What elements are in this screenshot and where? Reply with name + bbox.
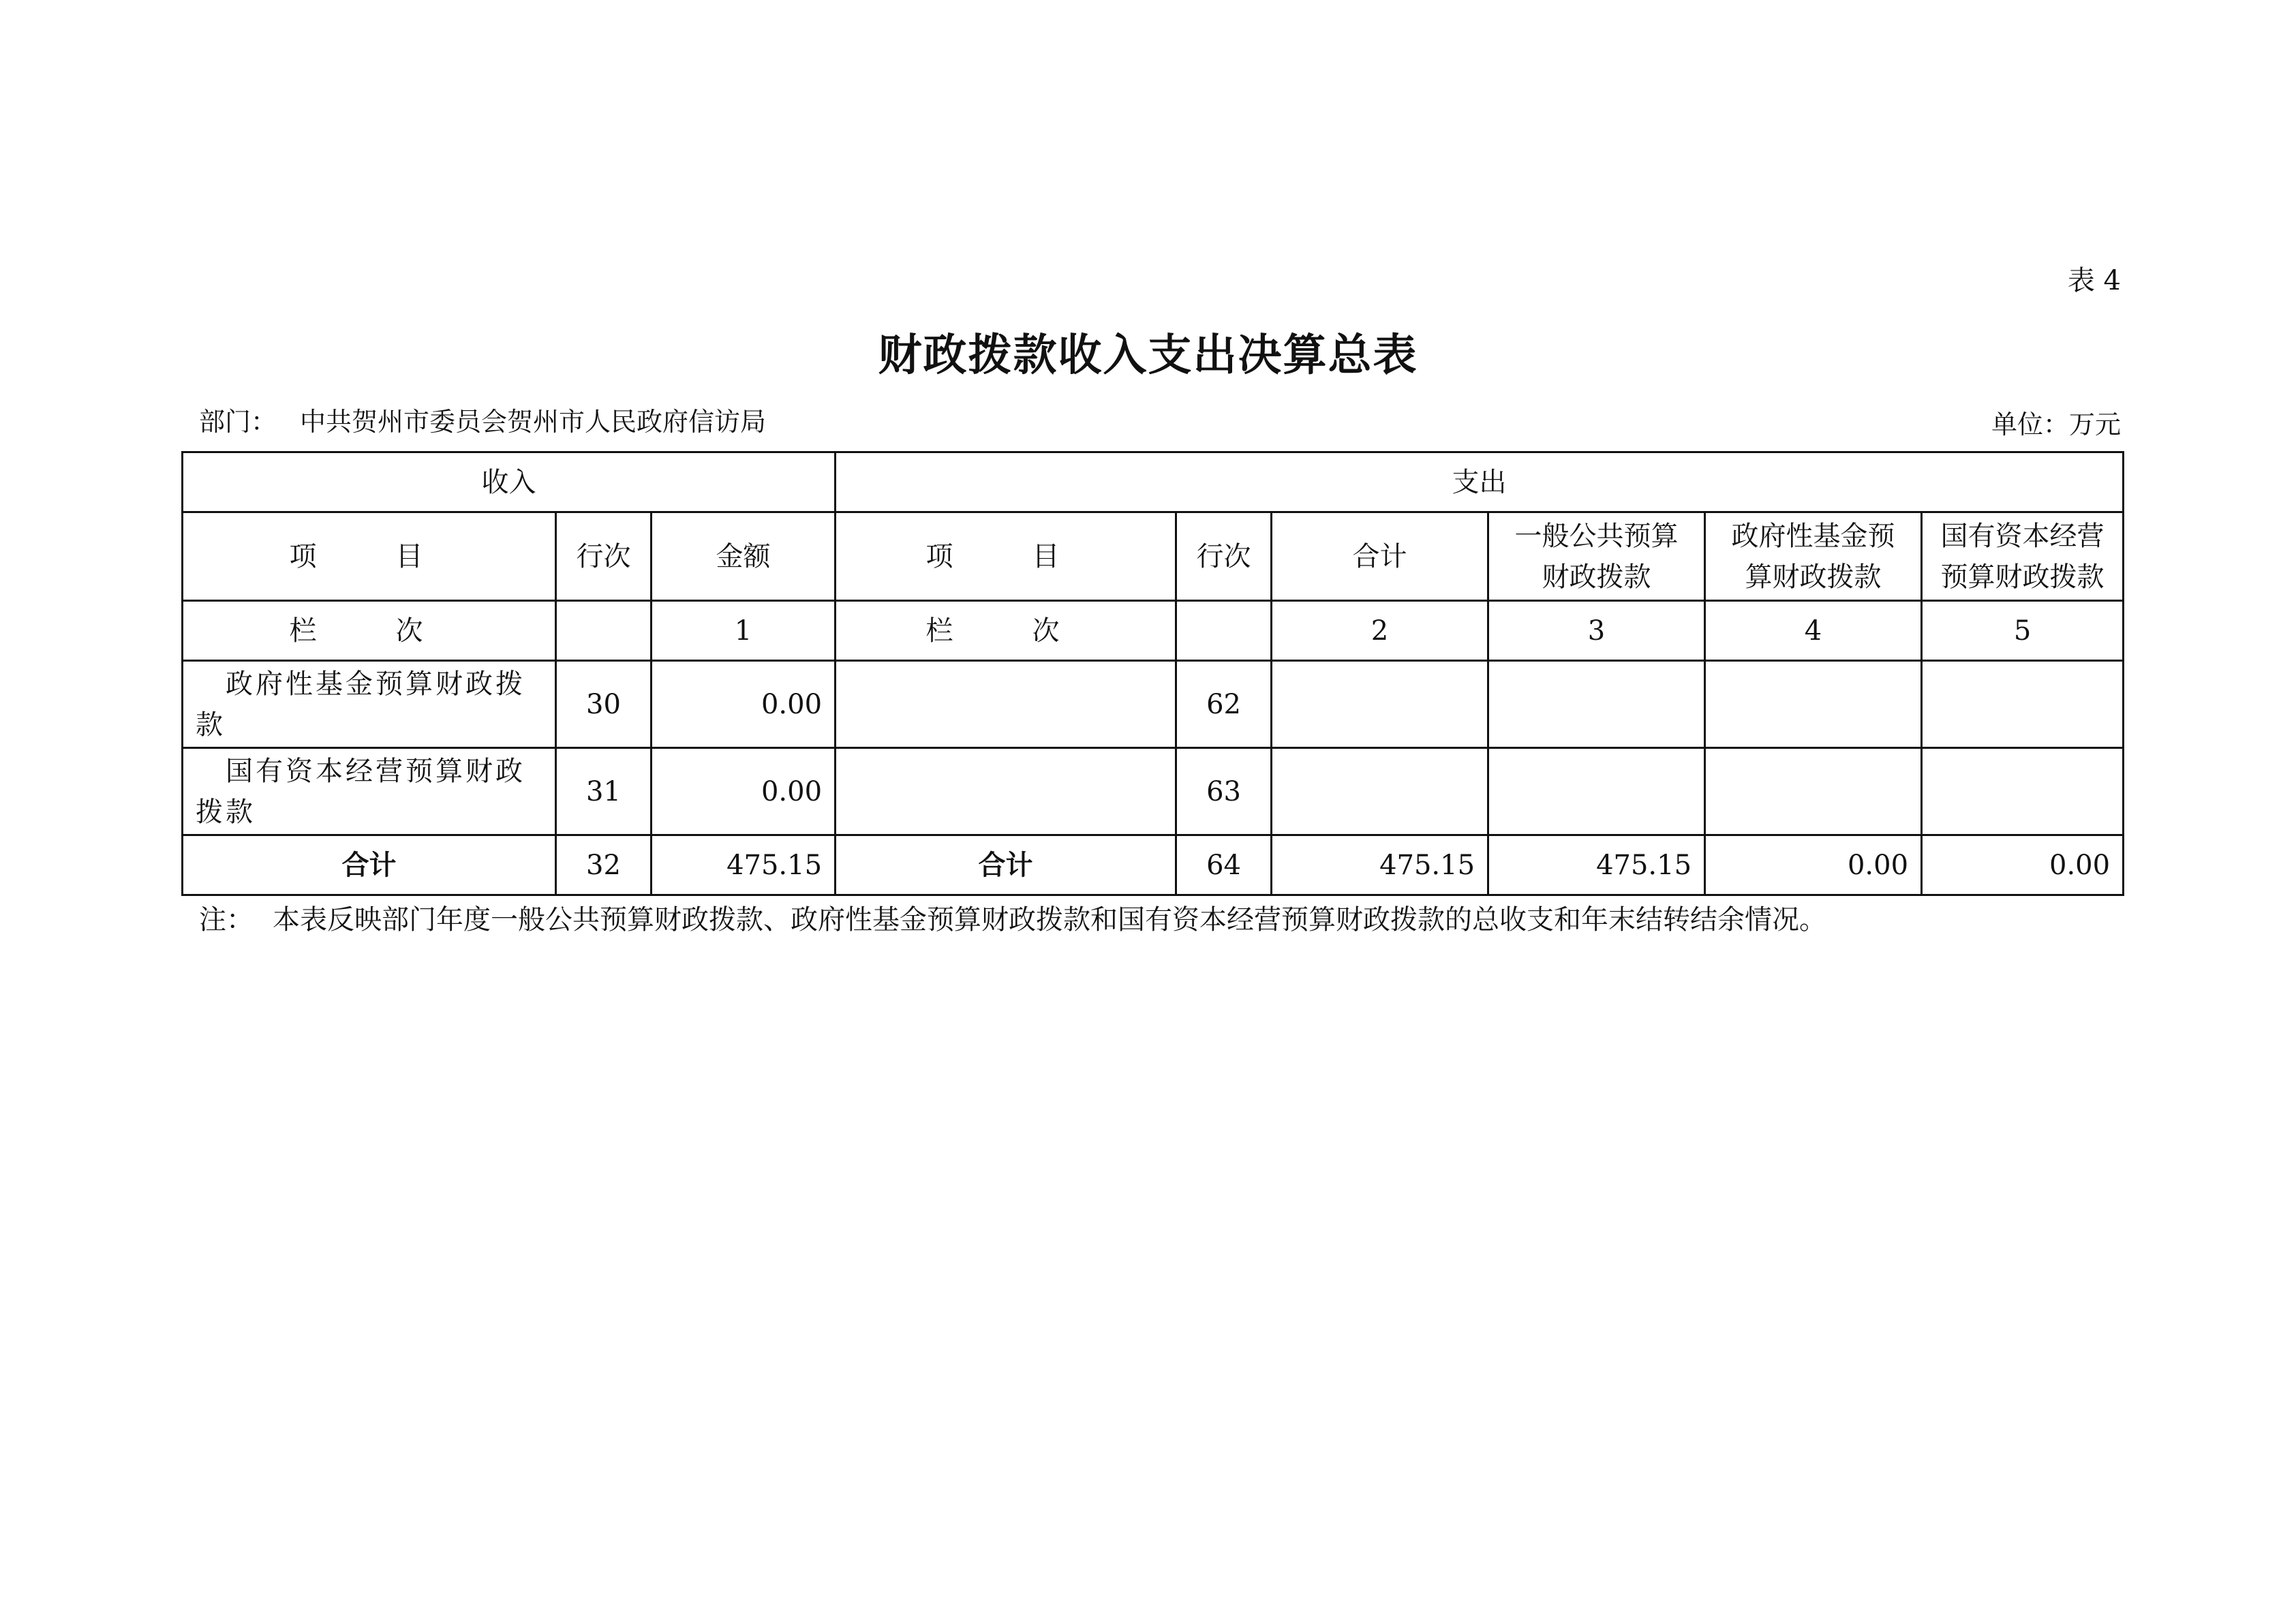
unit-label: 单位：万元 [1991,409,2121,439]
row-item [183,661,556,748]
row-expense-item [836,748,1176,835]
column-number-total: 2 [1272,601,1488,661]
column-header-row [183,512,2124,601]
row-gov-fund [1705,748,1922,835]
row-expense-number: 63 [1176,748,1272,835]
total-general-budget: 475.15 [1488,835,1705,895]
row-amount: 0.00 [652,748,836,835]
total-label: 合计 [183,835,556,895]
row-expense-item [836,661,1176,748]
department-label: 部门： [199,407,277,437]
total-state-capital: 0.00 [1922,835,2124,895]
column-number-empty [556,601,652,661]
column-number-capital: 5 [1922,601,2124,661]
income-header: 收入 [183,452,836,512]
column-number-row [183,601,2124,661]
total-header: 合计 [1272,512,1488,601]
row-general-budget [1488,661,1705,748]
total-row-number: 32 [556,835,652,895]
column-number-amount: 1 [652,601,836,661]
table-row [183,661,2124,748]
row-total [1272,661,1488,748]
row-item [183,748,556,835]
row-state-capital [1922,661,2124,748]
total-sum: 475.15 [1272,835,1488,895]
expense-row-no-header: 行次 [1176,512,1272,601]
expense-total-row-number: 64 [1176,835,1272,895]
column-number-general: 3 [1488,601,1705,661]
total-amount: 475.15 [652,835,836,895]
general-budget-header: 一般公共预算财政拨款 [1488,512,1705,601]
finance-summary-table [181,451,2124,896]
gov-fund-header: 政府性基金预算财政拨款 [1705,512,1922,601]
row-total [1272,748,1488,835]
expense-item-header [836,512,1176,601]
row-number: 31 [556,748,652,835]
row-item-text: 政府性基金预算财政拨款 [196,668,525,741]
expense-total-label: 合计 [836,835,1176,895]
state-capital-header: 国有资本经营预算财政拨款 [1922,512,2124,601]
note-text: 本表反映部门年度一般公共预算财政拨款、政府性基金预算财政拨款和国有资本经营预算财政拨款的总收支和年末结转结余情况。 [273,904,1826,936]
item-header [183,512,556,601]
row-item-text: 国有资本经营预算财政拨款 [196,755,525,828]
expense-header: 支出 [836,452,2124,512]
row-number: 30 [556,661,652,748]
row-expense-number: 62 [1176,661,1272,748]
expense-column-label-text: 栏 次 [925,615,1086,647]
footnote [199,898,1826,937]
table-number: 表 4 [2067,265,2121,296]
row-state-capital [1922,748,2124,835]
column-label [183,601,556,661]
table-row [183,748,2124,835]
row-gov-fund [1705,661,1922,748]
expense-column-label [836,601,1176,661]
department-info [199,401,766,438]
row-general-budget [1488,748,1705,835]
row-amount: 0.00 [652,661,836,748]
department-name: 中共贺州市委员会贺州市人民政府信访局 [300,407,767,437]
expense-item-header-text: 项 目 [925,540,1086,572]
column-number-fund: 4 [1705,601,1922,661]
total-row [183,835,2124,895]
total-gov-fund: 0.00 [1705,835,1922,895]
section-header-row [183,452,2124,512]
amount-header: 金额 [652,512,836,601]
page-title: 财政拨款收入支出决算总表 [878,330,1418,381]
expense-column-number-empty [1176,601,1272,661]
column-label-text: 栏 次 [289,615,449,647]
item-header-text: 项 目 [289,540,449,572]
note-label: 注： [199,904,254,936]
row-no-header: 行次 [556,512,652,601]
